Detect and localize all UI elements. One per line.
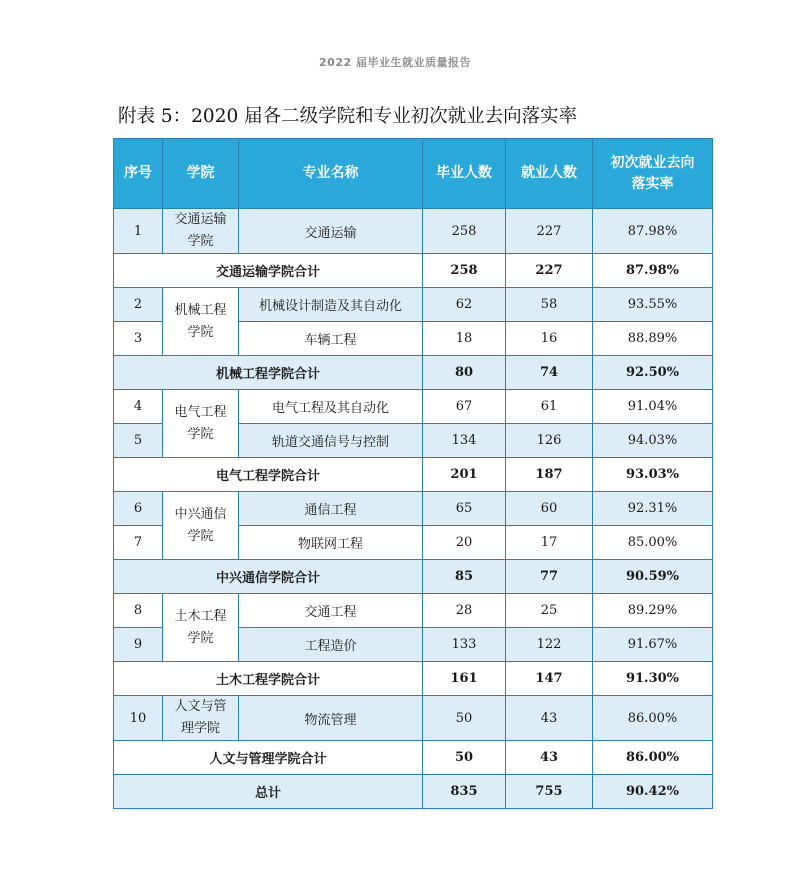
subtotal-grads: 50 [423,741,506,775]
subtotal-row [114,356,713,390]
row-seq: 9 [114,628,163,662]
grand-total-employed: 755 [506,775,593,809]
college-name-line1: 中兴通信 [174,506,227,522]
subtotal-rate: 86.00% [593,741,713,775]
page-header: 2022 届毕业生就业质量报告 [319,56,471,69]
employment-rate: 91.04% [593,390,713,424]
college-name [163,390,239,458]
row-seq: 2 [114,288,163,322]
grand-total-label: 总计 [114,775,423,809]
grand-total-grads: 835 [423,775,506,809]
major-name: 工程造价 [239,628,423,662]
subtotal-grads: 85 [423,560,506,594]
major-name: 通信工程 [239,492,423,526]
row-seq: 5 [114,424,163,458]
grads-count: 50 [423,696,506,741]
table-caption: 附表 5：2020 届各二级学院和专业初次就业去向落实率 [118,106,578,127]
college-name [163,492,239,560]
subtotal-row [114,560,713,594]
college-name-line2: 学院 [187,324,214,340]
subtotal-rate: 91.30% [593,662,713,696]
grads-count: 65 [423,492,506,526]
grads-count: 258 [423,209,506,254]
employed-count: 227 [506,209,593,254]
table-row [114,594,713,628]
grads-count: 133 [423,628,506,662]
employed-count: 43 [506,696,593,741]
subtotal-label: 人文与管理学院合计 [114,741,423,775]
major-name: 轨道交通信号与控制 [239,424,423,458]
college-name-line1: 电气工程 [174,404,227,420]
employed-count: 16 [506,322,593,356]
employment-rate: 87.98% [593,209,713,254]
subtotal-label: 中兴通信学院合计 [114,560,423,594]
grads-count: 62 [423,288,506,322]
subtotal-row [114,741,713,775]
employment-rate: 86.00% [593,696,713,741]
subtotal-rate: 90.59% [593,560,713,594]
subtotal-employed: 43 [506,741,593,775]
employed-count: 61 [506,390,593,424]
college-name [163,288,239,356]
subtotal-employed: 147 [506,662,593,696]
header-rate-line2: 落实率 [631,175,674,192]
subtotal-grads: 161 [423,662,506,696]
employed-count: 17 [506,526,593,560]
college-name-line1: 机械工程 [174,302,227,318]
subtotal-row [114,254,713,288]
grads-count: 20 [423,526,506,560]
row-seq: 8 [114,594,163,628]
major-name: 电气工程及其自动化 [239,390,423,424]
subtotal-employed: 187 [506,458,593,492]
grads-count: 18 [423,322,506,356]
major-name: 交通运输 [239,209,423,254]
row-seq: 1 [114,209,163,254]
major-name: 物流管理 [239,696,423,741]
table-row [114,492,713,526]
header-grads: 毕业人数 [423,139,506,209]
college-name-line2: 学院 [187,234,214,249]
subtotal-label: 交通运输学院合计 [114,254,423,288]
subtotal-grads: 80 [423,356,506,390]
subtotal-label: 电气工程学院合计 [114,458,423,492]
employment-rate: 94.03% [593,424,713,458]
employed-count: 126 [506,424,593,458]
college-name-line1: 土木工程 [174,608,227,624]
table-row [114,696,713,741]
subtotal-row [114,662,713,696]
subtotal-row [114,458,713,492]
employment-rate-table [113,138,713,809]
table-row [114,209,713,254]
row-seq: 10 [114,696,163,741]
college-name-line2: 学院 [187,630,214,646]
subtotal-grads: 201 [423,458,506,492]
college-name-line2: 学院 [187,426,214,442]
grads-count: 67 [423,390,506,424]
table-row [114,288,713,322]
subtotal-label: 机械工程学院合计 [114,356,423,390]
employed-count: 60 [506,492,593,526]
college-name-line1: 交通运输 [174,212,227,227]
header-employed: 就业人数 [506,139,593,209]
college-name-line2: 理学院 [180,721,220,736]
major-name: 物联网工程 [239,526,423,560]
row-seq: 3 [114,322,163,356]
college-name [163,209,239,254]
college-name [163,594,239,662]
employed-count: 58 [506,288,593,322]
subtotal-label: 土木工程学院合计 [114,662,423,696]
subtotal-rate: 92.50% [593,356,713,390]
row-seq: 4 [114,390,163,424]
row-seq: 6 [114,492,163,526]
employment-rate: 85.00% [593,526,713,560]
employed-count: 122 [506,628,593,662]
subtotal-rate: 87.98% [593,254,713,288]
employment-rate: 92.31% [593,492,713,526]
row-seq: 7 [114,526,163,560]
grads-count: 134 [423,424,506,458]
header-seq: 序号 [114,139,163,209]
employed-count: 25 [506,594,593,628]
subtotal-employed: 77 [506,560,593,594]
college-name-line2: 学院 [187,528,214,544]
employment-rate: 91.67% [593,628,713,662]
employment-rate: 93.55% [593,288,713,322]
header-rate-line1: 初次就业去向 [610,154,695,171]
header-college: 学院 [163,139,239,209]
header-major: 专业名称 [239,139,423,209]
major-name: 交通工程 [239,594,423,628]
grads-count: 28 [423,594,506,628]
college-name-line1: 人文与管 [174,699,227,714]
grand-total-row [114,775,713,809]
table-row [114,390,713,424]
subtotal-rate: 93.03% [593,458,713,492]
employment-rate: 88.89% [593,322,713,356]
subtotal-grads: 258 [423,254,506,288]
employment-rate: 89.29% [593,594,713,628]
subtotal-employed: 227 [506,254,593,288]
major-name: 机械设计制造及其自动化 [239,288,423,322]
college-name [163,696,239,741]
major-name: 车辆工程 [239,322,423,356]
table-header-row [114,139,713,209]
header-rate [593,139,713,209]
grand-total-rate: 90.42% [593,775,713,809]
subtotal-employed: 74 [506,356,593,390]
